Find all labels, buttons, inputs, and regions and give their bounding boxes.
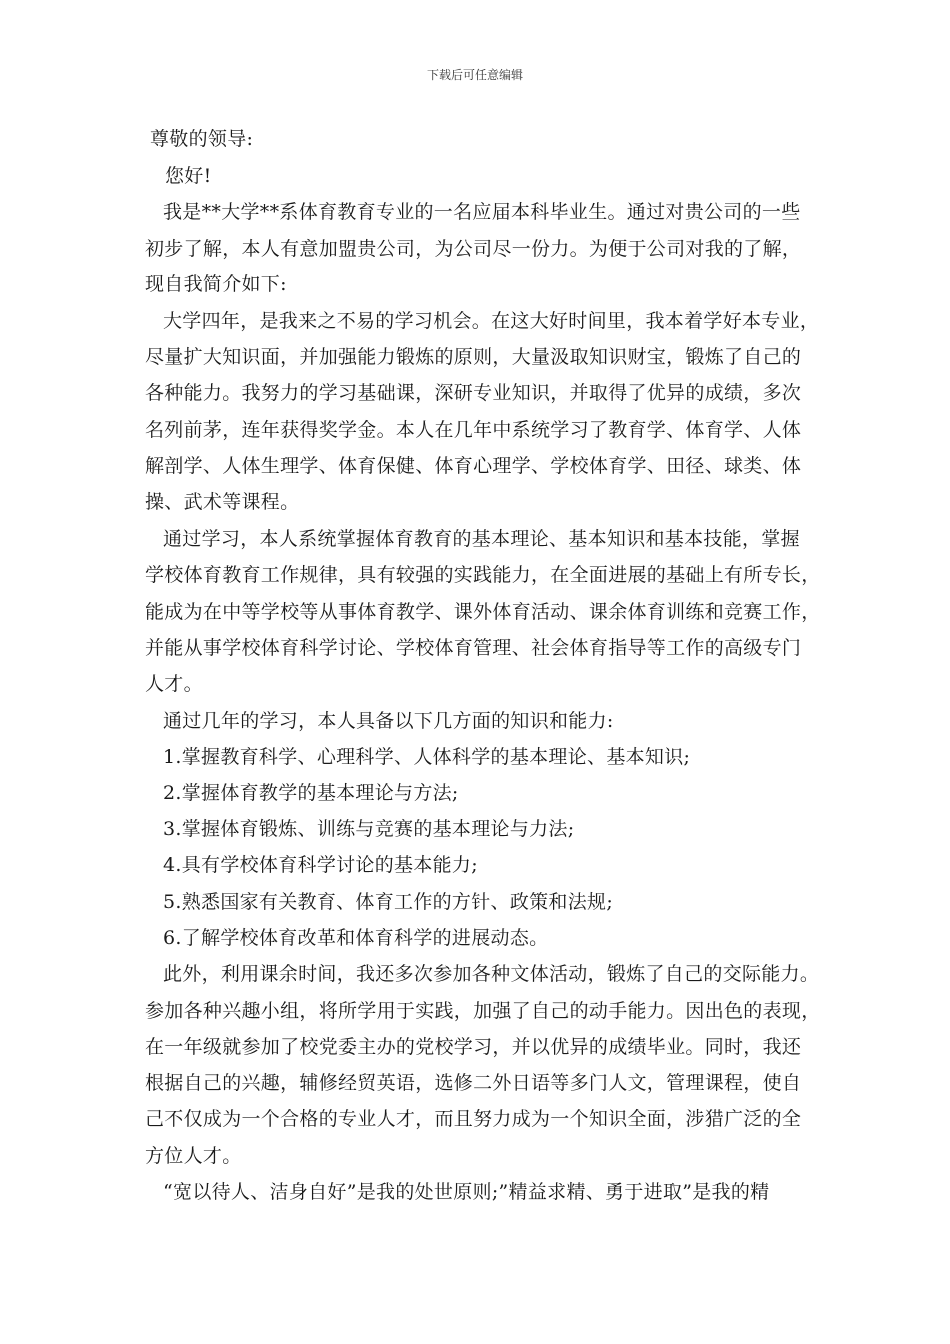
list-item: 5.熟悉国家有关教育、体育工作的方针、政策和法规; [163, 891, 614, 913]
list-item: 3.掌握体育锻炼、训练与竞赛的基本理论与力法; [163, 818, 575, 840]
paragraph-line: 学校体育教育工作规律，具有较强的实践能力，在全面进展的基础上有所专长， [145, 564, 821, 586]
paragraph-line: 尽量扩大知识面，并加强能力锻炼的原则，大量汲取知识财宝，锻炼了自己的 [145, 346, 802, 368]
paragraph-line: 初步了解，本人有意加盟贵公司，为公司尽一份力。为便于公司对我的了解， [145, 238, 802, 260]
paragraph-line: 现自我简介如下: [145, 273, 287, 295]
list-item: 1.掌握教育科学、心理科学、人体科学的基本理论、基本知识; [163, 746, 691, 768]
salutation: 尊敬的领导: [150, 128, 254, 150]
paragraph-line: 大学四年，是我来之不易的学习机会。在这大好时间里，我本着学好本专业， [163, 310, 820, 332]
paragraph-line: 参加各种兴趣小组，将所学用于实践，加强了自己的动手能力。因出色的表现， [145, 1000, 821, 1022]
paragraph-line: 并能从事学校体育科学讨论、学校体育管理、社会体育指导等工作的高级专门 [145, 637, 802, 659]
paragraph-line: 人才。 [145, 673, 203, 695]
paragraph-line: 解剖学、人体生理学、体育保健、体育心理学、学校体育学、田径、球类、体 [145, 455, 802, 477]
paragraph-line: 能成为在中等学校等从事体育教学、课外体育活动、课余体育训练和竞赛工作， [145, 601, 821, 623]
paragraph-line: 己不仅成为一个合格的专业人才，而且努力成为一个知识全面，涉猎广泛的全 [145, 1108, 802, 1130]
paragraph-line: 通过学习，本人系统掌握体育教育的基本理论、基本知识和基本技能，掌握 [163, 528, 800, 550]
list-item: 4.具有学校体育科学讨论的基本能力; [163, 854, 478, 876]
paragraph-line: 在一年级就参加了校党委主办的党校学习，并以优异的成绩毕业。同时，我还 [145, 1036, 802, 1058]
list-item: 2.掌握体育教学的基本理论与方法; [163, 782, 459, 804]
paragraph-line: 名列前茅，连年获得奖学金。本人在几年中系统学习了教育学、体育学、人体 [145, 419, 802, 441]
paragraph-line: 通过几年的学习，本人具备以下几方面的知识和能力: [163, 710, 614, 732]
paragraph-line: 操、武术等课程。 [145, 491, 300, 513]
paragraph-line: 根据自己的兴趣，辅修经贸英语，选修二外日语等多门人文，管理课程，使自 [145, 1072, 802, 1094]
paragraph-line: 此外，利用课余时间，我还多次参加各种文体活动，锻炼了自己的交际能力。 [163, 963, 820, 985]
list-item: 6.了解学校体育改革和体育科学的进展动态。 [163, 927, 549, 949]
paragraph-line: 方位人才。 [145, 1145, 242, 1167]
greeting: 您好! [165, 165, 212, 187]
page-header: 下载后可任意编辑 [426, 68, 523, 82]
paragraph-line: 我是**大学**系体育教育专业的一名应届本科毕业生。通过对贵公司的一些 [163, 201, 801, 223]
paragraph-line: “宽以待人、洁身自好”是我的处世原则;”精益求精、勇于进取”是我的精 [163, 1181, 770, 1203]
paragraph-line: 各种能力。我努力的学习基础课，深研专业知识，并取得了优异的成绩，多次 [145, 382, 802, 404]
